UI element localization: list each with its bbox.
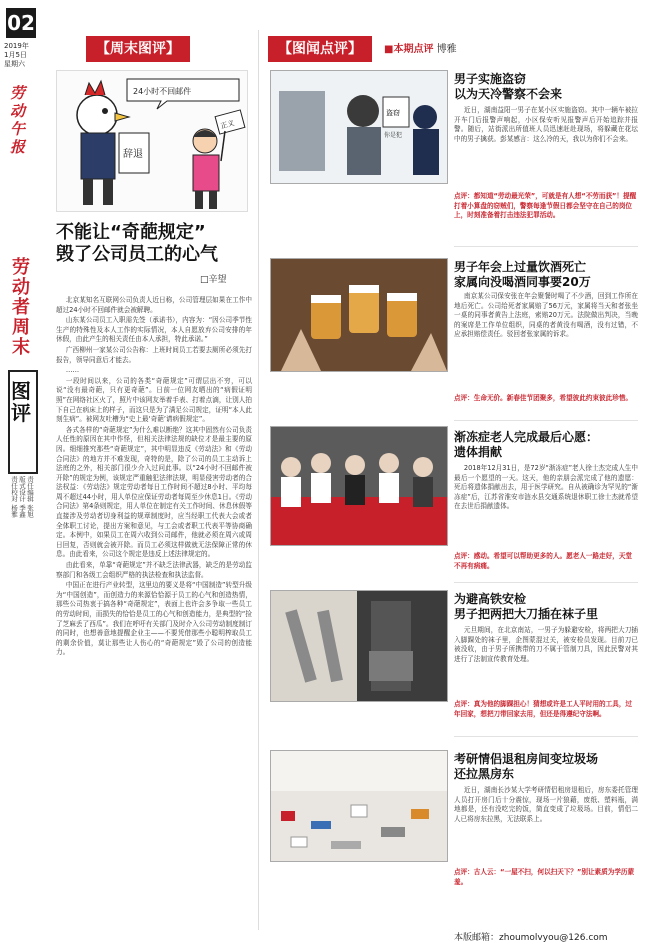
left-paragraph-5: 一段时间以来，公司的各类“奇葩规定”可谓层出不穷，可以说“没有最奇葩，只有更奇葩”。日前一位网友晒出的“病假证明照”在网络社区火了，照片中该网友举着手表、打着点滴，让别人拍下自己在病床上的样子，而这只是为了满足公司规定，证明“本人此刻生病”。被网友吐槽为“史上最‘奇葩’请病假规定”。 xyxy=(56,376,252,424)
editor-name: 博雅 xyxy=(436,44,457,55)
news-headline-1 xyxy=(454,72,638,102)
news-1-comment-label: 点评： xyxy=(454,192,474,200)
news-3-headline-line-1: 渐冻症老人完成最后心愿： xyxy=(454,430,599,444)
left-author: □辛望 xyxy=(200,275,227,285)
news-5-comment-label: 点评： xyxy=(454,868,474,876)
news-2-comment-label: 点评： xyxy=(454,394,474,402)
newspaper-logo: 劳动午报 xyxy=(10,84,26,156)
issue-date xyxy=(4,42,38,69)
news-1-comment-text: 都知道“劳动最光荣”，可就是有人想“不劳而获”！提醒打着小算盘的窃贼们，警察每逢节假日都会坚守在自己的岗位上，时刻准备着打击违法犯罪活动。 xyxy=(454,192,637,220)
news-photo-1 xyxy=(270,70,448,184)
section-name: 劳动者周末 xyxy=(12,257,30,358)
date-day: 1月5日 xyxy=(4,51,27,59)
editor-label: ■本期点评 xyxy=(384,44,434,55)
credit-editor: 责任编辑 张旭 xyxy=(26,476,34,518)
news-headline-3 xyxy=(454,430,638,460)
news-photo-4 xyxy=(270,590,448,702)
news-headline-5 xyxy=(454,752,638,782)
divider-1 xyxy=(454,246,638,247)
divider-3 xyxy=(454,582,638,583)
news-commentary-tag: 【图闻点评】 xyxy=(268,36,372,62)
divider-2 xyxy=(454,420,638,421)
news-3-comment-label: 点评： xyxy=(454,552,474,560)
news-4-text: 元旦期间，在北京南站，一男子为躲避安检，将两把大刀插入脚踝处的袜子里，企图蒙混过关，被安检员发现。目前刀已被没收，由于男子所携带的刀不属于管制刀具，因此民警对其进行了法制宣传教育处理。 xyxy=(454,626,638,663)
cartoon-illustration xyxy=(56,70,248,212)
news-5-headline-line-2: 还拉黑房东 xyxy=(454,767,515,781)
credit-proofreader: 责任校对 杨雅 xyxy=(10,476,18,518)
date-weekday: 星期六 xyxy=(4,60,25,68)
photo-1-caption: 你是犯 xyxy=(384,132,403,139)
left-headline xyxy=(56,222,252,266)
photo-1-sign-label: 盗窃 xyxy=(386,109,400,117)
commentary-editor xyxy=(384,40,457,55)
cartoon-bubble-text: 24小时不回邮件 xyxy=(133,87,192,96)
news-photo-2 xyxy=(270,258,448,372)
news-comment-4 xyxy=(454,700,638,719)
news-comment-5 xyxy=(454,868,638,887)
news-headline-4 xyxy=(454,592,638,622)
news-comment-2 xyxy=(454,394,638,404)
news-2-headline-line-1: 男子年会上过量饮酒死亡 xyxy=(454,260,587,274)
news-body-1 xyxy=(454,106,638,144)
news-headline-2 xyxy=(454,260,638,290)
news-4-comment-text: 真为他的脚踝担心！猜想或许是工人平时用的工具，过年回家，想把刀带回家去用，但还是得遵纪守法啊。 xyxy=(454,700,633,718)
news-2-text: 南京某公司保安张在年会聚餐时喝了不少酒，回到工作所在地后死亡。公司给死者家属赔了56万元，家属将当天和者张坐一桌的同事者黄告上法庭，索赔20万元。法院做出判决，当晚的案席是工作单位组织，同桌的者黄没有喝酒，没有过错，不应承担赔偿责任。驳回者张家属的诉求。 xyxy=(454,292,638,339)
news-2-headline-line-2: 家属向没喝酒同事要20万 xyxy=(454,275,591,289)
news-body-4 xyxy=(454,626,638,664)
left-paragraph-2: 山东某公司员工入职需先签（承诺书），内容为：“因公司季节性生产的特殊性及本人工作的实际情况，本人自愿放弃公司安排的年休假，由此产生的相关责任由本人承担，特此承诺。” xyxy=(56,316,252,344)
divider-4 xyxy=(454,736,638,737)
column-divider xyxy=(258,30,259,930)
left-paragraph-7: 由此看来，单靠“奇葩规定”并不缺乏法律武器，缺乏的是劳动监察部门和各级工会组织严格的执法检查和执法监督。 xyxy=(56,561,252,579)
news-comment-3 xyxy=(454,552,638,571)
news-4-comment-label: 点评： xyxy=(454,700,474,708)
news-body-2 xyxy=(454,292,638,340)
left-paragraph-1: 北京某知名互联网公司负责人近日称，公司管理层如果在工作中超过24小时不回邮件就会被解聘。 xyxy=(56,296,252,314)
left-paragraph-6: 各式各样的“奇葩规定”为什么难以断绝？这其中固然有公司负责人任性的原因在其中作怪，但相关法律法规的缺位才是最主要的原因。细细推究那些“奇葩规定”，其中明显违反《劳动法》和《劳动合同法》的地方并不难发现，奇特的是，除了公司的员工主动诉上法庭的之外，相关部门很少介入过问此事。以“24小时不回邮件被开除”的规定为例，该规定严重触犯法律法规，明显侵害劳动者的合法权益：《劳动法》规定劳动者每日工作时间不超过8小时、平均每周不超过44小时，用人单位应保证劳动者每周至少休息1日。《劳动合同法》第4条则规定，用人单位在制定有关工作时间、休息休假等直接涉及劳动者切身利益的规章制度时，应当经职工代表大会或者全体职工讨论，提出方案和意见，与工会或者职工代表平等协商确定。本例中，如果员工在周六收到公司邮件，他就必须在周六或周日回复，否则就会被开除。而员工必须这样做就无法保障正常的休息。由此看来，公司这个规定是违反上述法律规定的。 xyxy=(56,425,252,559)
news-5-headline-line-1: 考研情侣退租房间变垃圾场 xyxy=(454,752,599,766)
news-3-comment-text: 感动。希望可以帮助更多的人。愿老人一路走好，天堂不再有病痛。 xyxy=(454,552,633,570)
news-2-comment-text: 生命无价。新春佳节团聚多，希望彼此约束彼此珍惜。 xyxy=(473,394,633,402)
news-photo-5 xyxy=(270,750,448,862)
email-label: 本版邮箱： xyxy=(454,933,500,943)
news-comment-1 xyxy=(454,192,638,221)
news-4-headline-line-2: 男子把两把大刀插在袜子里 xyxy=(454,607,599,621)
news-1-headline-line-1: 男子实施盗窃 xyxy=(454,72,527,86)
cartoon-sign-text: 正义 xyxy=(219,119,236,131)
section-type: 图评 xyxy=(11,379,31,425)
news-4-headline-line-1: 为避高铁安检 xyxy=(454,592,527,606)
left-headline-line-1: 不能让“奇葩规定” xyxy=(56,222,206,243)
news-body-5 xyxy=(454,786,638,824)
date-year: 2019年 xyxy=(4,42,29,50)
left-headline-line-2: 毁了公司员工的心气 xyxy=(56,244,218,265)
cartoon-resign-label: 辞退 xyxy=(123,149,143,160)
page-number: 02 xyxy=(6,8,36,38)
news-photo-3 xyxy=(270,426,448,546)
news-1-text: 近日，湖南益阳一男子在某小区实施盗窃。其中一辆车被拉开车门后报警声响起，小区保安听见报警声后开始追踪并报警。随后，站街派出所值班人员迅速赶赴现场，将躲藏在花坛中的男子擒获。彭某感言：这么冷的天，我以为你们不会来。 xyxy=(454,106,638,143)
editor-credits xyxy=(10,476,34,616)
news-3-headline-line-2: 遗体捐献 xyxy=(454,445,503,459)
email-address[interactable]: zhoumolvyou@126.com xyxy=(499,933,608,943)
credit-designer: 版式设计 季鑫 xyxy=(18,476,26,518)
left-paragraph-8: 中国正在进行产业转型，这里边的要义是将“中国制造”转型升级为“中国创造”，而创造力的来源恰恰源于员工的心气和创造热情，那些公司热衷于搞各种“奇葩规定”，表面上也许会多争取一些员工的劳动时间，而损失的恰恰是员工的心气和创造能力，是典型的“捡了芝麻丢了西瓜”。我们在呼吁有关部门及时介入公司劳动制度制订的同时，也想善意地提醒企业主——不要凭借那些小聪明榨取员工的剩余价值，莫让那些让人伤心的“奇葩规定”毁了公司的创造能力。 xyxy=(56,581,252,657)
news-body-3 xyxy=(454,464,638,512)
left-paragraph-3: 广西柳州一家某公司公告称：上班时间员工若要去厕所必须先打报告，领导同意后才能去。 xyxy=(56,345,252,364)
news-5-text: 近日，湖南长沙某大学考研情侣租房退租后，房东委托管理人员打开房门后十分震惊，现场一片狼藉，废纸、塑料瓶，满地都是，还有没吃完的饭，简直变成了垃圾场。目前，情侣二人已将房东拉黑，无法联系上。 xyxy=(454,786,638,823)
news-5-comment-text: 古人云：“一屋不扫，何以扫天下？”别让素质为学历蒙羞。 xyxy=(454,868,635,886)
news-3-text: 2018年12月31日，是72岁“渐冻症”老人徐士杰完成人生中最后一个愿望的一天。这天，他的亲朋会派完成了他的遗愿：死后将遗体捐献出去，用于医学研究。自从被确诊为罕见的“渐冻症”后，江苏省淮安市涟水县交通系统退休职工徐士杰就希望在去世后捐献遗体。 xyxy=(454,464,638,511)
left-paragraph-4: …… xyxy=(65,366,80,375)
left-article-body xyxy=(56,296,252,926)
page-email xyxy=(454,930,608,943)
news-1-headline-line-2: 以为天冷警察不会来 xyxy=(454,87,563,101)
weekend-cartoon-tag: 【周末图评】 xyxy=(86,36,190,62)
